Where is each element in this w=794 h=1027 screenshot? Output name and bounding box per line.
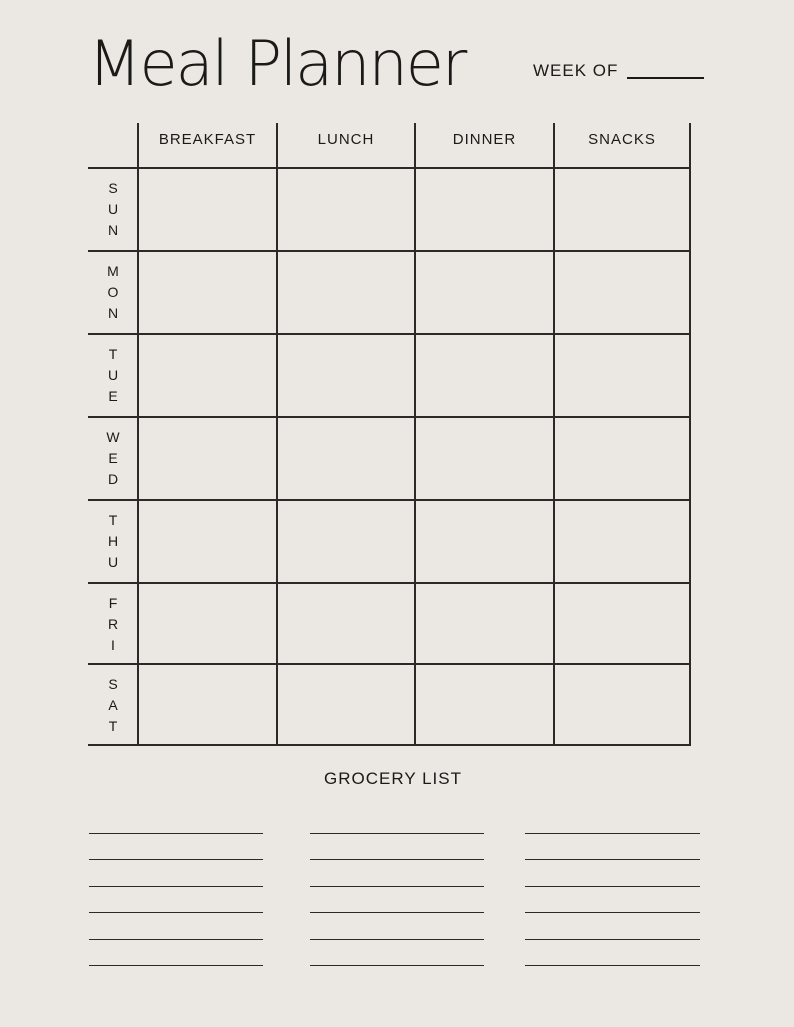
day-letter: U — [107, 201, 119, 217]
grocery-list-line[interactable] — [89, 886, 263, 887]
meal-cell-dinner[interactable] — [416, 584, 553, 663]
grocery-list-line[interactable] — [89, 912, 263, 913]
page-title: Meal Planner — [88, 27, 466, 100]
meal-cell-breakfast[interactable] — [139, 584, 276, 663]
grocery-list-line[interactable] — [525, 965, 700, 966]
day-letter: U — [107, 554, 119, 570]
day-letter: U — [107, 367, 119, 383]
day-letter: N — [107, 222, 119, 238]
meal-cell-dinner[interactable] — [416, 252, 553, 333]
grocery-list-line[interactable] — [310, 833, 484, 834]
day-label — [88, 674, 138, 737]
day-letter: T — [108, 512, 118, 528]
grocery-list-line[interactable] — [525, 939, 700, 940]
grid-horizontal-line — [88, 744, 691, 746]
meal-cell-lunch[interactable] — [278, 418, 414, 499]
meal-cell-snacks[interactable] — [555, 252, 689, 333]
day-letter: M — [107, 263, 119, 279]
grocery-list-line[interactable] — [525, 912, 700, 913]
meal-cell-lunch[interactable] — [278, 335, 414, 416]
meal-cell-breakfast[interactable] — [139, 665, 276, 744]
meal-cell-lunch[interactable] — [278, 169, 414, 250]
meal-cell-lunch[interactable] — [278, 665, 414, 744]
meal-cell-snacks[interactable] — [555, 665, 689, 744]
grocery-list-line[interactable] — [310, 886, 484, 887]
day-label — [88, 344, 138, 407]
grid-vertical-line — [689, 123, 691, 746]
grocery-list-line[interactable] — [525, 833, 700, 834]
grocery-list-title: GROCERY LIST — [324, 769, 462, 788]
day-label — [88, 427, 138, 490]
day-letter: E — [108, 450, 118, 466]
day-letter: T — [108, 346, 118, 362]
meal-cell-dinner[interactable] — [416, 169, 553, 250]
day-letter: R — [107, 616, 119, 632]
meal-cell-snacks[interactable] — [555, 584, 689, 663]
day-letter: H — [107, 533, 119, 549]
column-header-snacks: SNACKS — [588, 131, 656, 148]
meal-cell-dinner[interactable] — [416, 665, 553, 744]
column-header-breakfast: BREAKFAST — [158, 131, 257, 148]
meal-cell-breakfast[interactable] — [139, 335, 276, 416]
meal-cell-breakfast[interactable] — [139, 501, 276, 582]
day-letter: W — [106, 429, 120, 445]
meal-cell-breakfast[interactable] — [139, 418, 276, 499]
meal-cell-dinner[interactable] — [416, 335, 553, 416]
day-letter: I — [111, 637, 115, 653]
grocery-list-line[interactable] — [89, 965, 263, 966]
day-label — [88, 510, 138, 573]
day-letter: T — [108, 718, 118, 734]
day-label — [88, 593, 138, 656]
grocery-list-line[interactable] — [310, 939, 484, 940]
meal-cell-dinner[interactable] — [416, 418, 553, 499]
meal-cell-breakfast[interactable] — [139, 169, 276, 250]
day-letter: S — [108, 180, 118, 196]
grocery-list-line[interactable] — [89, 833, 263, 834]
day-letter: E — [108, 388, 118, 404]
grocery-list-line[interactable] — [89, 859, 263, 860]
meal-cell-snacks[interactable] — [555, 418, 689, 499]
meal-cell-snacks[interactable] — [555, 501, 689, 582]
meal-cell-snacks[interactable] — [555, 169, 689, 250]
grocery-list-line[interactable] — [525, 886, 700, 887]
day-letter: D — [107, 471, 119, 487]
day-letter: A — [108, 697, 118, 713]
meal-cell-snacks[interactable] — [555, 335, 689, 416]
day-label — [88, 178, 138, 241]
meal-cell-dinner[interactable] — [416, 501, 553, 582]
column-header-dinner: DINNER — [452, 131, 517, 148]
meal-cell-lunch[interactable] — [278, 584, 414, 663]
week-of-label: WEEK OF — [533, 61, 619, 80]
grocery-list-line[interactable] — [310, 965, 484, 966]
meal-cell-lunch[interactable] — [278, 501, 414, 582]
grocery-list-line[interactable] — [310, 912, 484, 913]
day-letter: N — [107, 305, 119, 321]
column-header-lunch: LUNCH — [317, 131, 375, 148]
grocery-list-line[interactable] — [89, 939, 263, 940]
meal-cell-lunch[interactable] — [278, 252, 414, 333]
day-label — [88, 261, 138, 324]
day-letter: S — [108, 676, 118, 692]
meal-cell-breakfast[interactable] — [139, 252, 276, 333]
grocery-list-line[interactable] — [525, 859, 700, 860]
week-of-field[interactable] — [627, 77, 704, 79]
day-letter: F — [108, 595, 118, 611]
grocery-list-line[interactable] — [310, 859, 484, 860]
day-letter: O — [107, 284, 119, 300]
